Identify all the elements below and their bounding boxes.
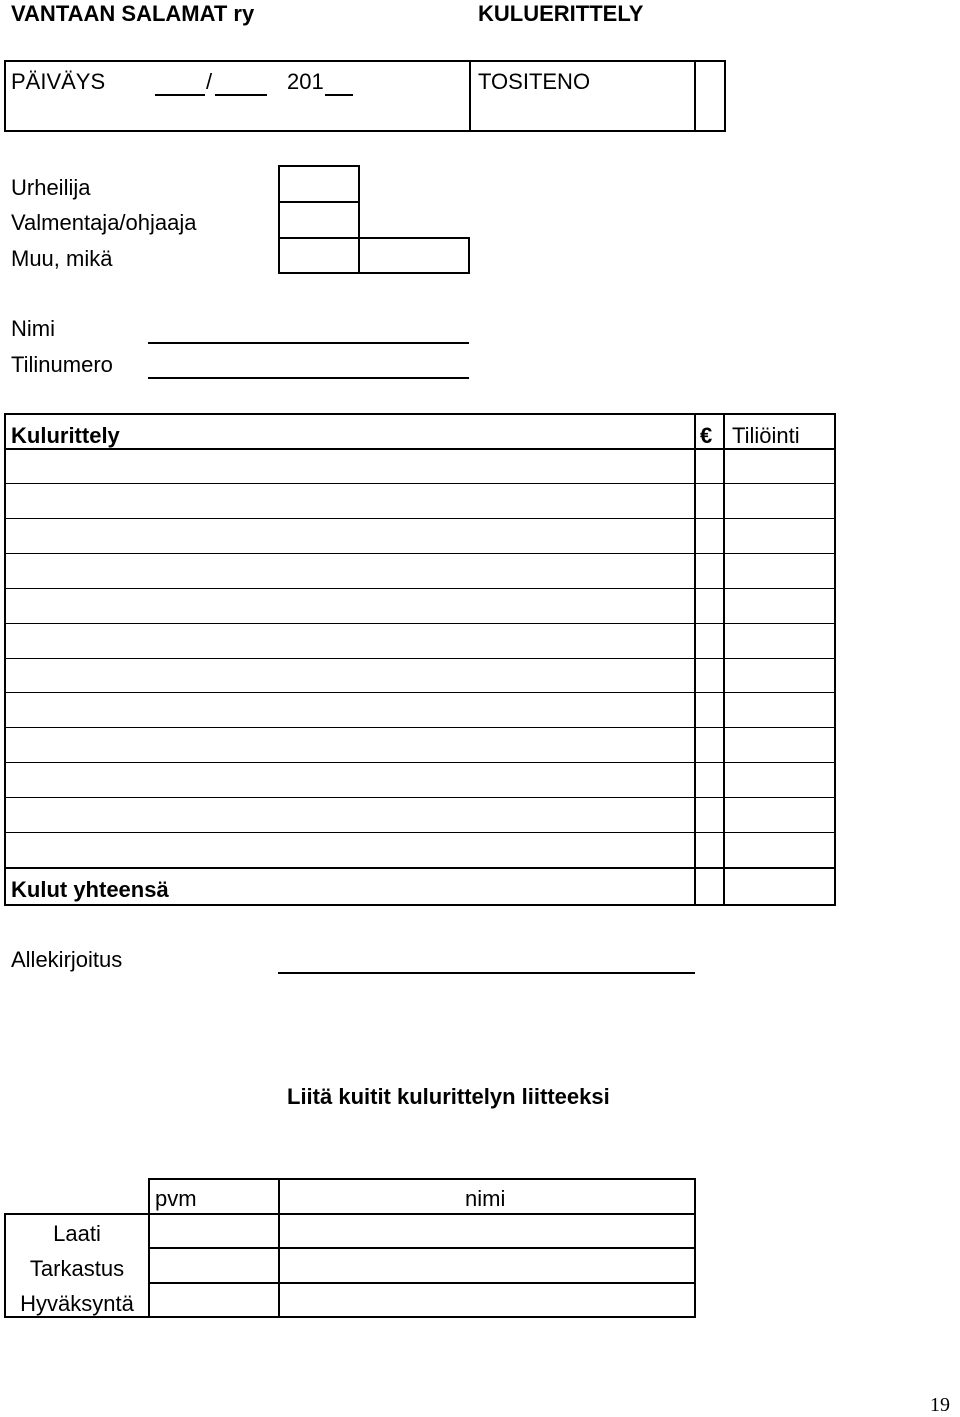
expense-posting-cell[interactable] [725, 694, 834, 727]
expense-posting-cell[interactable] [725, 450, 834, 483]
expense-description-cell[interactable] [6, 729, 694, 762]
expense-description-cell[interactable] [6, 625, 694, 658]
date-month-field[interactable] [215, 76, 267, 96]
date-day-field[interactable] [155, 76, 205, 96]
expense-posting-cell[interactable] [725, 485, 834, 518]
approval-row-prepared: Laati [53, 1221, 101, 1246]
approval-approved-date-cell[interactable] [150, 1284, 278, 1316]
expense-description-cell[interactable] [6, 450, 694, 483]
role-checkbox-coach[interactable] [278, 201, 360, 239]
expense-row-line [4, 692, 836, 693]
expense-amount-cell[interactable] [696, 660, 723, 692]
role-checkbox-other[interactable] [278, 237, 360, 274]
expense-description-cell[interactable] [6, 485, 694, 518]
approval-prepared-date-cell[interactable] [150, 1215, 278, 1247]
expense-posting-cell[interactable] [725, 799, 834, 832]
voucher-label: TOSITENO [478, 69, 591, 94]
signature-label: Allekirjoitus [11, 947, 123, 972]
expense-amount-cell[interactable] [696, 450, 723, 483]
expense-description-cell[interactable] [6, 694, 694, 727]
expense-table-header-label: Kulurittely [11, 423, 120, 448]
expense-row-line [4, 483, 836, 484]
approval-name-header: nimi [465, 1186, 506, 1211]
expense-amount-cell[interactable] [696, 729, 723, 762]
organization-name: VANTAAN SALAMAT ry [11, 1, 255, 26]
expense-amount-cell[interactable] [696, 485, 723, 518]
expense-amount-cell[interactable] [696, 555, 723, 588]
attach-receipts-note: Liitä kuitit kulurittelyn liitteeksi [287, 1084, 610, 1109]
expense-row-line [4, 832, 836, 833]
expense-amount-cell[interactable] [696, 694, 723, 727]
expense-table [4, 413, 836, 906]
total-label: Kulut yhteensä [11, 877, 169, 902]
expense-row-line [4, 518, 836, 519]
expense-row-line [4, 762, 836, 763]
expense-amount-cell[interactable] [696, 834, 723, 867]
date-label: PÄIVÄYS [11, 69, 106, 94]
euro-icon: € [700, 423, 713, 448]
voucher-number-field[interactable] [696, 62, 724, 130]
document-title: KULUERITTELY [478, 1, 644, 26]
role-option-coach: Valmentaja/ohjaaja [11, 210, 197, 235]
expense-description-cell[interactable] [6, 520, 694, 553]
posting-header-label: Tiliöinti [732, 423, 800, 448]
expense-posting-cell[interactable] [725, 520, 834, 553]
expense-posting-cell[interactable] [725, 660, 834, 692]
date-separator: / [206, 69, 213, 94]
date-year-prefix: 201 [287, 69, 324, 94]
expense-description-cell[interactable] [6, 660, 694, 692]
role-option-athlete: Urheilija [11, 175, 91, 200]
role-checkbox-athlete[interactable] [278, 165, 360, 203]
expense-description-cell[interactable] [6, 799, 694, 832]
expense-row-line [4, 658, 836, 659]
expense-row-line [4, 797, 836, 798]
expense-posting-cell[interactable] [725, 590, 834, 623]
approval-prepared-name-cell[interactable] [280, 1215, 694, 1247]
expense-amount-cell[interactable] [696, 799, 723, 832]
approval-date-header: pvm [155, 1186, 197, 1211]
expense-description-cell[interactable] [6, 834, 694, 867]
expense-row-line [4, 553, 836, 554]
name-label: Nimi [11, 316, 55, 341]
approval-approved-name-cell[interactable] [280, 1284, 694, 1316]
approval-row-checked: Tarkastus [29, 1256, 125, 1281]
date-year-field[interactable] [325, 76, 353, 96]
expense-posting-cell[interactable] [725, 729, 834, 762]
expense-row-line [4, 727, 836, 728]
account-label: Tilinumero [11, 352, 113, 377]
expense-row-line [4, 588, 836, 589]
expense-description-cell[interactable] [6, 764, 694, 797]
name-field-line[interactable] [148, 342, 469, 344]
approval-row-approved: Hyväksyntä [20, 1291, 134, 1316]
expense-posting-cell[interactable] [725, 625, 834, 658]
total-amount-cell[interactable] [696, 869, 723, 904]
expense-posting-cell[interactable] [725, 764, 834, 797]
expense-posting-cell[interactable] [725, 555, 834, 588]
date-voucher-box [4, 60, 726, 132]
expense-amount-cell[interactable] [696, 590, 723, 623]
expense-description-cell[interactable] [6, 590, 694, 623]
expense-row-line [4, 623, 836, 624]
expense-description-cell[interactable] [6, 555, 694, 588]
approval-checked-date-cell[interactable] [150, 1249, 278, 1282]
approval-checked-name-cell[interactable] [280, 1249, 694, 1282]
signature-line[interactable] [278, 972, 695, 974]
expense-posting-cell[interactable] [725, 834, 834, 867]
expense-amount-cell[interactable] [696, 764, 723, 797]
role-option-other: Muu, mikä [11, 246, 113, 271]
expense-amount-cell[interactable] [696, 520, 723, 553]
page-number: 19 [930, 1394, 950, 1416]
date-voucher-divider [469, 60, 471, 132]
account-field-line[interactable] [148, 377, 469, 379]
role-other-specify-field[interactable] [358, 237, 470, 274]
expense-amount-cell[interactable] [696, 625, 723, 658]
